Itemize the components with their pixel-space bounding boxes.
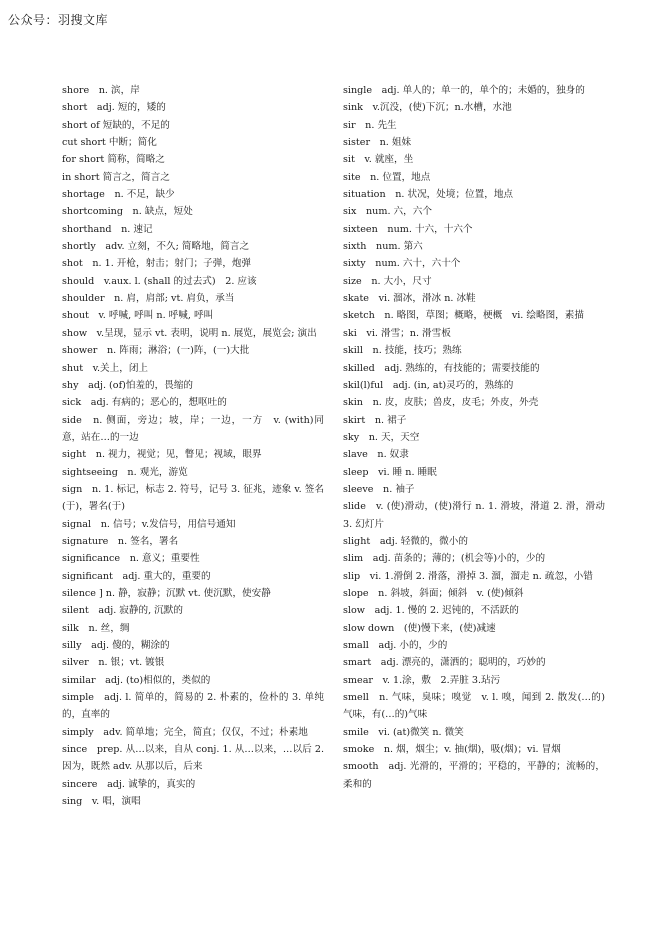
vocab-entry: shoulder n. 肩，肩部; vt. 肩负，承当 <box>62 293 235 305</box>
vocab-entry: simply adv. 简单地；完全，简直；仅仅，不过；朴素地 <box>62 726 308 738</box>
vocab-entry: shortage n. 不足，缺少 <box>62 189 175 201</box>
vocab-entry: skil(l)ful adj. (in, at)灵巧的，熟练的 <box>343 379 514 391</box>
vocab-entry: shower n. 阵雨；淋浴；(一)阵，(一)大批 <box>62 345 250 357</box>
vocab-entry: smoke n. 烟，烟尘；v. 抽(烟)，吸(烟)；vi. 冒烟 <box>343 744 561 756</box>
vocab-entry: should v.aux. l. (shall 的过去式) 2. 应该 <box>62 275 257 287</box>
vocab-entry: side n. 侧面，旁边；坡，岸；一边，一方 v. (with)同意，站在…的一边 <box>62 414 324 443</box>
vocab-entry: sink v.沉没，(使)下沉；n.水槽，水池 <box>343 102 512 114</box>
vocab-entry: since prep. 从…以来，自从 conj. 1. 从…以来，…以后 2. 因为，既然 adv. 从那以后，后来 <box>62 744 324 773</box>
vocab-entry: short of 短缺的，不足的 <box>62 119 170 131</box>
vocab-entry: shorthand n. 速记 <box>62 223 153 235</box>
vocab-entry: smear v. 1.涂，敷 2.弄脏 3.玷污 <box>343 674 501 686</box>
vocab-entry: skill n. 技能，技巧；熟练 <box>343 345 462 357</box>
vocab-entry: sick adj. 有病的；恶心的，想呕吐的 <box>62 397 227 409</box>
vocab-entry: shortly adv. 立刻，不久; 简略地，简言之 <box>62 241 250 253</box>
vocab-entry: sign n. 1. 标记，标志 2. 符号，记号 3. 征兆，迹象 v. 签名(于)，署名(于) <box>62 483 324 513</box>
vocab-entry: single adj. 单人的；单一的，单个的；未婚的，独身的 <box>343 85 585 96</box>
vocab-entry: skin n. 皮，皮肤；兽皮，皮毛；外皮，外壳 <box>343 397 539 409</box>
vocab-entry: shortcoming n. 缺点，短处 <box>62 206 193 218</box>
left-column <box>62 82 324 810</box>
vocab-entry: slave n. 奴隶 <box>343 449 409 461</box>
vocab-entry: simple adj. l. 简单的，简易的 2. 朴素的，俭朴的 3. 单纯的，直率的 <box>62 692 324 721</box>
vocab-entry: sight n. 视力，视觉；见，瞥见；视域，眼界 <box>62 449 262 461</box>
vocab-entry: situation n. 状况，处境；位置，地点 <box>343 189 514 201</box>
vocab-entry: size n. 大小，尺寸 <box>343 275 432 287</box>
vocab-entry: sister n. 姐妹 <box>343 137 412 149</box>
vocab-entry: sleep vi. 睡 n. 睡眠 <box>343 466 437 478</box>
vocab-entry: significant adj. 重大的，重要的 <box>62 570 211 582</box>
vocab-entry: shout v. 呼喊, 呼叫 n. 呼喊, 呼叫 <box>62 310 214 322</box>
vocab-entry: skate vi. 溜冰，滑冰 n. 冰鞋 <box>343 293 476 305</box>
vocab-entry: silent adj. 寂静的, 沉默的 <box>62 605 183 617</box>
vocab-entry: sixth num. 第六 <box>343 241 423 253</box>
vocab-entry: sketch n. 略图，草图；概略，梗概 vi. 绘略图，素描 <box>343 310 584 322</box>
vocab-entry: shut v.关上，闭上 <box>62 362 149 374</box>
vocab-entry: skilled adj. 熟练的，有技能的；需要技能的 <box>343 362 540 374</box>
vocab-entry: silk n. 丝，绸 <box>62 622 130 634</box>
page-header: 公众号：羽搜文库 <box>8 13 109 27</box>
vocab-entry: silver n. 银；vt. 镀银 <box>62 657 165 669</box>
vocab-entry: sit v. 就座，坐 <box>343 154 414 166</box>
vocab-entry: cut short 中断；简化 <box>62 137 157 149</box>
vocab-entry: signature n. 签名，署名 <box>62 535 179 547</box>
vocab-entry: shy adj. (of)怕羞的，畏缩的 <box>62 379 194 391</box>
right-column <box>343 82 605 793</box>
vocab-entry: sincere adj. 诚挚的，真实的 <box>62 778 196 790</box>
vocab-entry: signal n. 信号；v.发信号，用信号通知 <box>62 518 236 530</box>
vocab-entry: site n. 位置，地点 <box>343 171 431 183</box>
vocab-entry: smile vi. (at)微笑 n. 微笑 <box>343 726 464 738</box>
vocab-entry: slow adj. 1. 慢的 2. 迟钝的，不活跃的 <box>343 605 519 617</box>
vocab-entry: six num. 六，六个 <box>343 206 432 218</box>
vocab-entry: smart adj. 漂亮的，潇洒的；聪明的，巧妙的 <box>343 657 546 669</box>
vocab-entry: sixteen num. 十六，十六个 <box>343 223 473 235</box>
vocab-entry: slip vi. 1.滑倒 2. 滑落，滑掉 3. 溜，溜走 n. 疏忽，小错 <box>343 570 593 582</box>
vocab-entry: slight adj. 轻微的，微小的 <box>343 535 468 547</box>
vocab-entry: similar adj. (to)相似的，类似的 <box>62 674 211 686</box>
vocab-entry: ski vi. 滑雪；n. 滑雪板 <box>343 327 451 339</box>
vocab-entry: sleeve n. 袖子 <box>343 483 415 495</box>
vocab-entry: skirt n. 裙子 <box>343 414 407 426</box>
vocab-entry: silly adj. 傻的，糊涂的 <box>62 640 170 651</box>
vocab-entry: significance n. 意义；重要性 <box>62 553 200 565</box>
vocab-entry: shot n. 1. 开枪，射击；射门；子弹，炮弹 <box>62 258 252 270</box>
vocab-entry: silence ] n. 静，寂静；沉默 vt. 使沉默，使安静 <box>62 587 271 599</box>
vocab-entry: slope n. 斜坡，斜面；倾斜 v. (使)倾斜 <box>343 587 524 599</box>
vocab-entry: sixty num. 六十，六十个 <box>343 258 461 270</box>
vocab-entry: shore n. 滨，岸 <box>62 85 140 96</box>
vocab-entry: slim adj. 苗条的；薄的；(机会等)小的，少的 <box>343 553 546 565</box>
vocab-entry: sky n. 天，天空 <box>343 431 420 443</box>
vocab-entry: sing v. 唱，演唱 <box>62 796 141 808</box>
vocab-entry: for short 简称，简略之 <box>62 154 165 166</box>
vocab-entry: in short 简言之，简言之 <box>62 171 170 183</box>
vocab-entry: short adj. 短的，矮的 <box>62 102 166 114</box>
vocab-entry: slow down (使)慢下来，(使)减速 <box>343 622 496 634</box>
vocab-entry: sightseeing n. 观光，游览 <box>62 466 188 478</box>
vocab-entry: slide v. (使)滑动，(使)滑行 n. 1. 滑坡，滑道 2. 滑，滑动 3. 幻灯片 <box>343 501 605 530</box>
vocab-entry: smell n. 气味，臭味；嗅觉 v. l. 嗅，闻到 2. 散发(…的)气味，有(…的)气味 <box>343 692 605 721</box>
vocab-entry: smooth adj. 光滑的，平滑的；平稳的，平静的；流畅的，柔和的 <box>343 761 605 790</box>
vocab-entry: small adj. 小的，少的 <box>343 640 448 651</box>
vocab-entry: show v.呈现，显示 vt. 表明，说明 n. 展览，展览会; 演出 <box>62 327 317 339</box>
vocab-entry: sir n. 先生 <box>343 119 397 131</box>
